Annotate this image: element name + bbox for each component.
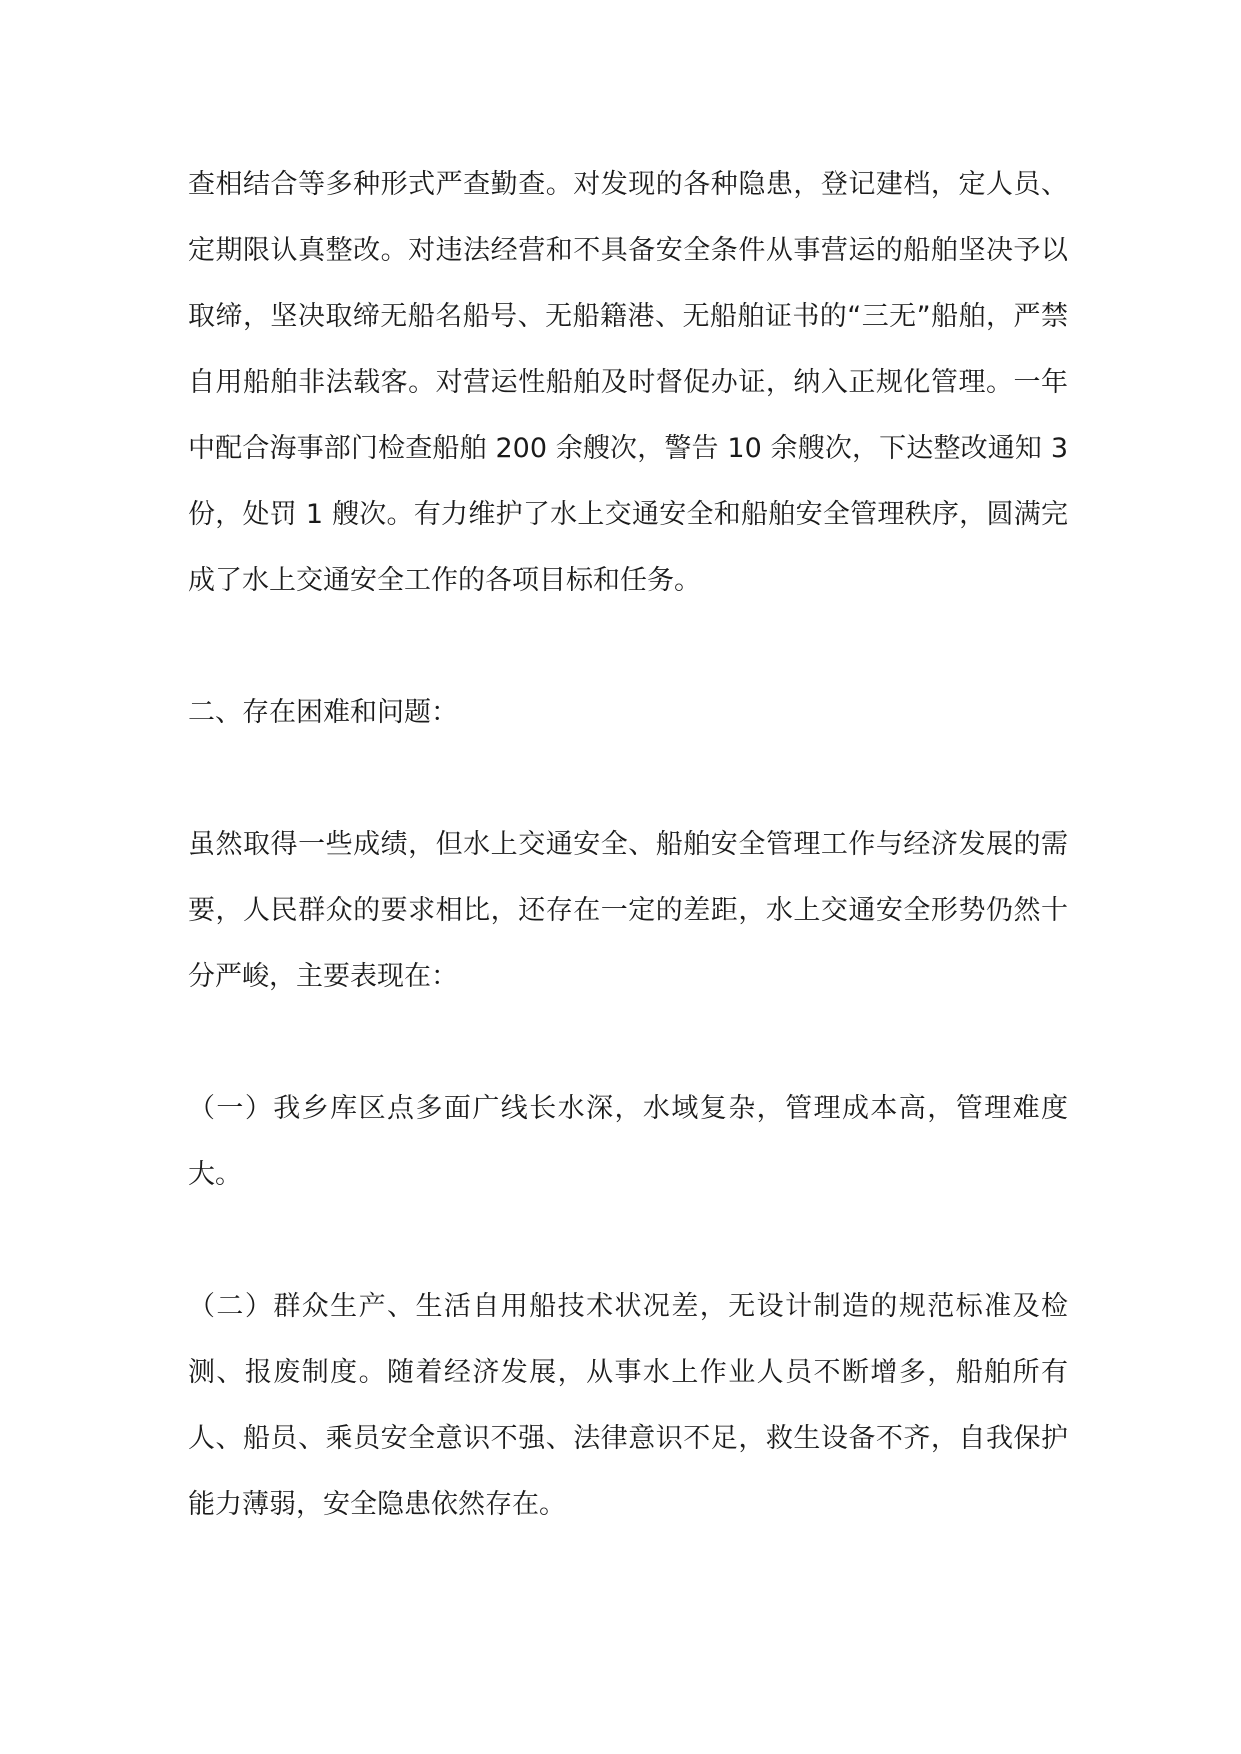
document-body	[188, 152, 1068, 1538]
paragraph-issue-one: （一）我乡库区点多面广线长水深，水域复杂，管理成本高，管理难度大。	[188, 1093, 1068, 1190]
section-heading-difficulties: 二、存在困难和问题：	[188, 697, 458, 728]
paragraph-inspection-results: 查相结合等多种形式严查勤查。对发现的各种隐患，登记建档，定人员、定期限认真整改。对违法经营和不具备安全条件从事营运的船舶坚决予以取缔，坚决取缔无船名船号、无船籍港、无船舶证书的“三无”船舶，严禁自用船舶非法载客。对营运性船舶及时督促办证，纳入正规化管理。一年中配合海事部门检查船舶 200 余艘次，警告 10 余艘次，下达整改通知 3 份，处罚 1 艘次。有力维护了水上交通安全和船舶安全管理秩序，圆满完成了水上交通安全工作的各项目标和任务。	[188, 169, 1068, 596]
paragraph-difficulties-intro: 虽然取得一些成绩，但水上交通安全、船舶安全管理工作与经济发展的需要，人民群众的要求相比，还存在一定的差距，水上交通安全形势仍然十分严峻，主要表现在：	[188, 829, 1068, 992]
paragraph-issue-two: （二）群众生产、生活自用船技术状况差，无设计制造的规范标准及检测、报废制度。随着经济发展，从事水上作业人员不断增多，船舶所有人、船员、乘员安全意识不强、法律意识不足，救生设备不齐，自我保护能力薄弱，安全隐患依然存在。	[188, 1291, 1068, 1520]
